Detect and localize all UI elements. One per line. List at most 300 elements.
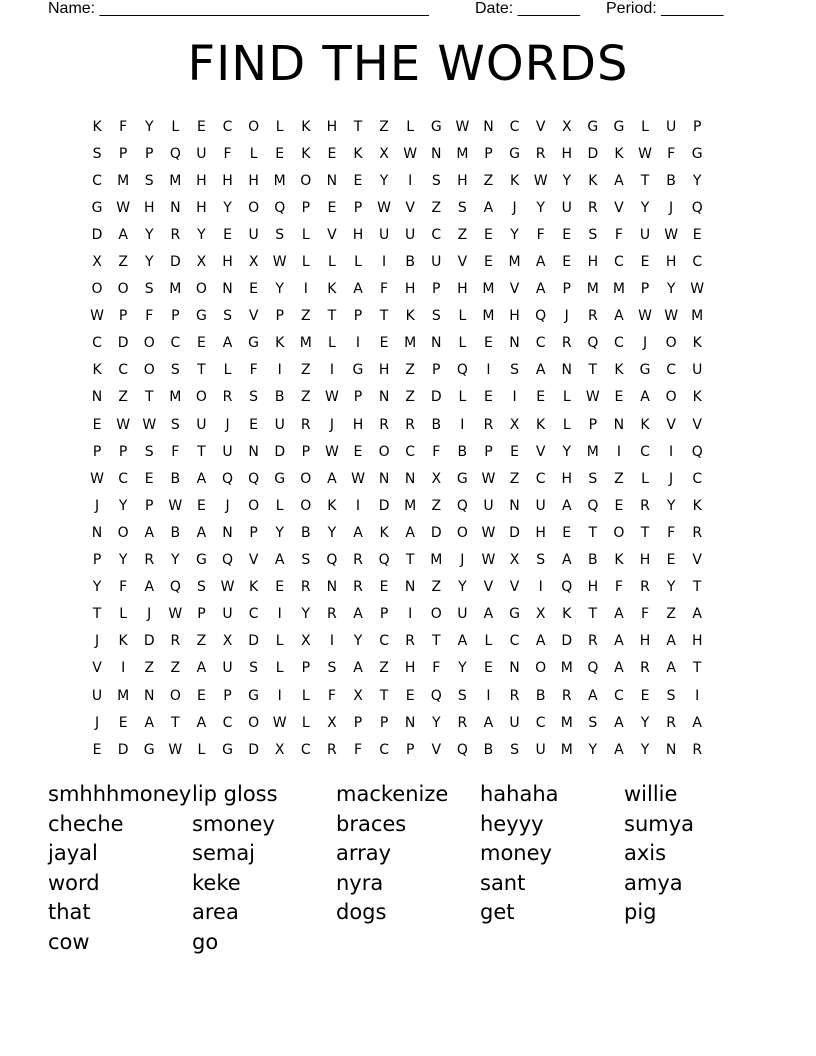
grid-letter[interactable]: X — [92, 254, 102, 271]
grid-letter[interactable]: J — [564, 308, 569, 325]
grid-letter[interactable]: I — [355, 335, 361, 352]
grid-letter[interactable]: A — [614, 606, 624, 623]
grid-letter[interactable]: D — [430, 524, 442, 541]
grid-letter[interactable]: P — [353, 389, 363, 406]
grid-letter[interactable]: K — [536, 416, 546, 433]
grid-letter[interactable]: D — [169, 254, 181, 271]
grid-letter[interactable]: F — [667, 524, 676, 541]
grid-letter[interactable]: Z — [431, 199, 442, 216]
grid-letter[interactable]: F — [145, 308, 154, 325]
grid-letter[interactable]: S — [144, 281, 154, 298]
grid-letter[interactable]: Y — [640, 199, 650, 216]
grid-letter[interactable]: Q — [587, 660, 599, 677]
grid-letter[interactable]: N — [665, 741, 677, 758]
grid-letter[interactable]: Z — [431, 497, 442, 514]
grid-letter[interactable]: C — [535, 714, 546, 731]
grid-letter[interactable]: G — [509, 606, 520, 623]
grid-letter[interactable]: L — [641, 118, 649, 135]
grid-letter[interactable]: D — [509, 524, 520, 541]
grid-letter[interactable]: T — [92, 606, 102, 623]
grid-letter[interactable]: O — [665, 335, 677, 352]
grid-letter[interactable]: A — [535, 362, 546, 379]
grid-letter[interactable]: W — [664, 226, 679, 243]
grid-letter[interactable]: N — [326, 172, 338, 189]
grid-letter[interactable]: F — [614, 226, 623, 243]
grid-letter[interactable]: K — [692, 389, 702, 406]
grid-letter[interactable]: G — [352, 362, 364, 379]
grid-letter[interactable]: V — [327, 226, 337, 243]
grid-letter[interactable]: U — [222, 606, 233, 623]
grid-letter[interactable]: A — [353, 524, 363, 541]
grid-letter[interactable]: H — [639, 633, 651, 650]
grid-letter[interactable]: L — [275, 633, 284, 650]
grid-letter[interactable]: Q — [691, 199, 703, 216]
grid-letter[interactable]: N — [248, 443, 259, 460]
grid-letter[interactable]: S — [327, 660, 337, 677]
grid-letter[interactable]: W — [690, 281, 705, 298]
grid-letter[interactable]: H — [196, 172, 207, 189]
grid-letter[interactable]: A — [614, 660, 624, 677]
grid-letter[interactable]: A — [640, 389, 650, 406]
grid-letter[interactable]: C — [170, 335, 181, 352]
grid-letter[interactable]: H — [222, 254, 233, 271]
grid-letter[interactable]: O — [378, 443, 390, 460]
grid-letter[interactable]: A — [614, 633, 624, 650]
grid-letter[interactable]: Z — [379, 660, 389, 677]
grid-letter[interactable]: Y — [327, 524, 337, 541]
grid-letter[interactable]: N — [404, 579, 416, 596]
grid-letter[interactable]: W — [481, 552, 496, 569]
grid-letter[interactable]: F — [536, 226, 545, 243]
grid-letter[interactable]: K — [275, 335, 285, 352]
grid-letter[interactable]: A — [274, 552, 285, 569]
grid-letter[interactable]: K — [92, 362, 102, 379]
grid-letter[interactable]: X — [535, 606, 546, 623]
grid-letter[interactable]: R — [666, 714, 676, 731]
grid-letter[interactable]: R — [692, 524, 703, 541]
grid-letter[interactable]: E — [562, 254, 572, 271]
grid-letter[interactable]: E — [249, 281, 259, 298]
grid-letter[interactable]: Q — [222, 552, 234, 569]
grid-letter[interactable]: S — [588, 226, 598, 243]
grid-letter[interactable]: C — [379, 633, 389, 650]
grid-letter[interactable]: U — [535, 741, 546, 758]
grid-letter[interactable]: N — [404, 714, 416, 731]
grid-letter[interactable]: J — [642, 335, 648, 352]
grid-letter[interactable]: B — [431, 416, 442, 433]
grid-letter[interactable]: P — [432, 362, 441, 379]
grid-letter[interactable]: O — [300, 172, 312, 189]
grid-letter[interactable]: P — [379, 606, 389, 623]
grid-letter[interactable]: V — [248, 552, 259, 569]
grid-letter[interactable]: W — [168, 741, 183, 758]
grid-letter[interactable]: T — [588, 606, 598, 623]
grid-letter[interactable]: D — [117, 335, 129, 352]
grid-letter[interactable]: L — [327, 254, 336, 271]
grid-letter[interactable]: W — [533, 172, 548, 189]
grid-letter[interactable]: A — [196, 470, 207, 487]
grid-letter[interactable]: T — [171, 714, 180, 731]
grid-letter[interactable]: B — [483, 741, 494, 758]
grid-letter[interactable]: Y — [144, 226, 154, 243]
grid-letter[interactable]: V — [92, 660, 102, 677]
grid-letter[interactable]: A — [327, 470, 337, 487]
grid-letter[interactable]: H — [326, 118, 338, 135]
grid-letter[interactable]: U — [692, 362, 703, 379]
grid-letter[interactable]: T — [640, 172, 650, 189]
grid-letter[interactable]: A — [457, 633, 468, 650]
grid-letter[interactable]: A — [561, 497, 572, 514]
grid-letter[interactable]: T — [379, 687, 389, 704]
grid-letter[interactable]: R — [327, 606, 337, 623]
grid-letter[interactable]: E — [196, 497, 206, 514]
grid-letter[interactable]: K — [327, 497, 337, 514]
grid-letter[interactable]: G — [91, 199, 103, 216]
grid-letter[interactable]: N — [561, 362, 572, 379]
grid-letter[interactable]: E — [405, 687, 415, 704]
grid-letter[interactable]: E — [118, 714, 128, 731]
grid-letter[interactable]: V — [483, 579, 494, 596]
grid-letter[interactable]: C — [535, 470, 546, 487]
grid-letter[interactable]: L — [406, 118, 415, 135]
grid-letter[interactable]: J — [329, 416, 334, 433]
grid-letter[interactable]: C — [692, 254, 703, 271]
grid-letter[interactable]: A — [666, 660, 676, 677]
grid-letter[interactable]: W — [220, 579, 235, 596]
grid-letter[interactable]: Y — [275, 281, 284, 298]
grid-letter[interactable]: K — [92, 118, 102, 135]
grid-letter[interactable]: I — [277, 362, 282, 379]
grid-letter[interactable]: U — [561, 199, 572, 216]
grid-letter[interactable]: A — [535, 281, 546, 298]
grid-letter[interactable]: X — [327, 714, 337, 731]
grid-letter[interactable]: Y — [118, 552, 128, 569]
grid-letter[interactable]: U — [248, 226, 259, 243]
grid-letter[interactable]: H — [378, 362, 390, 379]
grid-letter[interactable]: D — [561, 633, 573, 650]
grid-letter[interactable]: P — [692, 118, 702, 135]
grid-letter[interactable]: L — [301, 714, 310, 731]
grid-letter[interactable]: A — [196, 660, 207, 677]
grid-letter[interactable]: O — [117, 281, 129, 298]
grid-letter[interactable]: W — [377, 199, 391, 216]
grid-letter[interactable]: H — [248, 172, 259, 189]
grid-letter[interactable]: T — [692, 660, 702, 677]
grid-letter[interactable]: T — [692, 579, 702, 596]
grid-letter[interactable]: T — [327, 308, 337, 325]
grid-letter[interactable]: L — [327, 335, 336, 352]
grid-letter[interactable]: Q — [561, 579, 573, 596]
grid-letter[interactable]: N — [143, 687, 155, 704]
grid-letter[interactable]: S — [510, 362, 519, 379]
grid-letter[interactable]: H — [561, 470, 572, 487]
grid-letter[interactable]: U — [535, 497, 546, 514]
grid-letter[interactable]: P — [484, 145, 493, 162]
grid-letter[interactable]: X — [353, 687, 363, 704]
grid-letter[interactable]: C — [640, 443, 650, 460]
grid-letter[interactable]: J — [460, 552, 465, 569]
grid-letter[interactable]: C — [535, 335, 546, 352]
grid-letter[interactable]: P — [92, 552, 102, 569]
grid-letter[interactable]: W — [324, 389, 339, 406]
grid-letter[interactable]: E — [379, 335, 389, 352]
grid-letter[interactable]: R — [379, 416, 389, 433]
grid-letter[interactable]: L — [562, 416, 571, 433]
grid-letter[interactable]: I — [277, 606, 282, 623]
grid-letter[interactable]: U — [665, 118, 677, 135]
grid-letter[interactable]: G — [143, 741, 155, 758]
grid-letter[interactable]: R — [405, 633, 416, 650]
grid-letter[interactable]: H — [457, 172, 468, 189]
grid-letter[interactable]: Z — [301, 389, 311, 406]
grid-letter[interactable]: Q — [430, 687, 442, 704]
grid-letter[interactable]: E — [353, 172, 363, 189]
grid-letter[interactable]: Z — [379, 118, 389, 135]
grid-letter[interactable]: B — [588, 552, 598, 569]
grid-letter[interactable]: E — [562, 226, 572, 243]
grid-letter[interactable]: V — [457, 254, 468, 271]
grid-letter[interactable]: C — [118, 362, 129, 379]
grid-letter[interactable]: S — [588, 470, 598, 487]
grid-letter[interactable]: D — [248, 633, 259, 650]
grid-letter[interactable]: J — [94, 633, 100, 650]
grid-letter[interactable]: W — [272, 714, 287, 731]
grid-letter[interactable]: T — [353, 118, 363, 135]
grid-letter[interactable]: B — [405, 254, 415, 271]
grid-letter[interactable]: O — [248, 714, 260, 731]
grid-letter[interactable]: Y — [510, 226, 519, 243]
grid-letter[interactable]: J — [512, 199, 517, 216]
grid-letter[interactable]: F — [249, 362, 258, 379]
grid-letter[interactable]: R — [405, 416, 416, 433]
grid-letter[interactable]: P — [145, 145, 154, 162]
grid-letter[interactable]: C — [692, 470, 703, 487]
grid-letter[interactable]: A — [353, 606, 363, 623]
grid-letter[interactable]: S — [457, 687, 467, 704]
grid-letter[interactable]: A — [196, 714, 207, 731]
grid-letter[interactable]: H — [535, 524, 546, 541]
grid-letter[interactable]: N — [222, 281, 233, 298]
grid-letter[interactable]: M — [612, 281, 625, 298]
grid-letter[interactable]: N — [483, 118, 494, 135]
grid-letter[interactable]: G — [509, 145, 520, 162]
grid-letter[interactable]: X — [561, 118, 572, 135]
grid-letter[interactable]: Q — [248, 470, 260, 487]
grid-letter[interactable]: P — [275, 308, 284, 325]
grid-letter[interactable]: K — [301, 145, 311, 162]
grid-letter[interactable]: C — [222, 118, 233, 135]
grid-letter[interactable]: S — [170, 362, 180, 379]
grid-letter[interactable]: I — [355, 497, 361, 514]
grid-letter[interactable]: T — [144, 389, 154, 406]
grid-letter[interactable]: H — [587, 579, 599, 596]
grid-letter[interactable]: L — [354, 254, 362, 271]
grid-letter[interactable]: G — [587, 118, 599, 135]
grid-letter[interactable]: W — [116, 416, 131, 433]
grid-letter[interactable]: U — [222, 443, 233, 460]
grid-letter[interactable]: F — [380, 281, 389, 298]
grid-letter[interactable]: I — [408, 606, 413, 623]
grid-letter[interactable]: S — [223, 308, 232, 325]
grid-letter[interactable]: X — [509, 552, 520, 569]
grid-letter[interactable]: N — [509, 335, 520, 352]
grid-letter[interactable]: I — [616, 443, 621, 460]
grid-letter[interactable]: S — [196, 579, 206, 596]
grid-letter[interactable]: R — [457, 714, 468, 731]
grid-letter[interactable]: E — [614, 389, 624, 406]
grid-letter[interactable]: V — [509, 281, 520, 298]
grid-letter[interactable]: W — [638, 308, 652, 325]
grid-letter[interactable]: G — [691, 145, 703, 162]
grid-letter[interactable]: Y — [588, 741, 598, 758]
grid-letter[interactable]: L — [301, 687, 310, 704]
grid-letter[interactable]: Y — [92, 579, 102, 596]
grid-letter[interactable]: Q — [169, 579, 181, 596]
grid-letter[interactable]: J — [669, 199, 674, 216]
grid-letter[interactable]: X — [196, 254, 207, 271]
grid-letter[interactable]: Z — [509, 470, 520, 487]
grid-letter[interactable]: K — [588, 172, 598, 189]
grid-letter[interactable]: E — [275, 579, 285, 596]
grid-letter[interactable]: L — [171, 118, 180, 135]
grid-letter[interactable]: O — [195, 281, 207, 298]
grid-letter[interactable]: E — [510, 443, 519, 460]
grid-letter[interactable]: U — [639, 226, 651, 243]
grid-letter[interactable]: L — [484, 633, 493, 650]
grid-letter[interactable]: S — [249, 660, 259, 677]
grid-letter[interactable]: H — [143, 199, 155, 216]
grid-letter[interactable]: J — [225, 497, 230, 514]
grid-letter[interactable]: P — [588, 416, 598, 433]
grid-letter[interactable]: K — [118, 633, 128, 650]
grid-letter[interactable]: A — [483, 714, 494, 731]
grid-letter[interactable]: R — [561, 687, 572, 704]
grid-letter[interactable]: U — [483, 497, 494, 514]
grid-letter[interactable]: Y — [301, 606, 311, 623]
grid-letter[interactable]: A — [144, 579, 155, 596]
grid-letter[interactable]: Z — [666, 606, 676, 623]
grid-letter[interactable]: M — [560, 714, 573, 731]
grid-letter[interactable]: J — [225, 416, 230, 433]
grid-letter[interactable]: Q — [456, 497, 468, 514]
grid-letter[interactable]: E — [327, 145, 337, 162]
grid-letter[interactable]: M — [169, 281, 182, 298]
grid-letter[interactable]: Z — [483, 172, 494, 189]
grid-letter[interactable]: T — [197, 443, 206, 460]
grid-letter[interactable]: R — [300, 579, 311, 596]
grid-letter[interactable]: Q — [456, 362, 468, 379]
grid-letter[interactable]: N — [378, 389, 390, 406]
grid-letter[interactable]: F — [327, 687, 336, 704]
grid-letter[interactable]: C — [248, 606, 259, 623]
grid-letter[interactable]: P — [118, 308, 128, 325]
grid-letter[interactable]: S — [170, 416, 180, 433]
grid-letter[interactable]: Z — [301, 362, 311, 379]
grid-letter[interactable]: M — [404, 497, 417, 514]
grid-letter[interactable]: K — [379, 524, 389, 541]
grid-letter[interactable]: V — [614, 199, 624, 216]
grid-letter[interactable]: H — [509, 308, 520, 325]
grid-letter[interactable]: R — [561, 335, 572, 352]
grid-letter[interactable]: B — [457, 443, 468, 460]
grid-letter[interactable]: C — [614, 254, 624, 271]
grid-letter[interactable]: H — [691, 633, 703, 650]
grid-letter[interactable]: U — [378, 226, 390, 243]
date-field-label[interactable]: Date: _______ — [475, 0, 580, 17]
grid-letter[interactable]: F — [640, 606, 650, 623]
grid-letter[interactable]: V — [666, 416, 676, 433]
grid-letter[interactable]: U — [196, 145, 207, 162]
grid-letter[interactable]: P — [301, 660, 311, 677]
grid-letter[interactable]: R — [640, 497, 650, 514]
grid-letter[interactable]: G — [613, 118, 625, 135]
grid-letter[interactable]: M — [586, 281, 599, 298]
grid-letter[interactable]: P — [484, 443, 493, 460]
grid-letter[interactable]: E — [536, 389, 546, 406]
grid-letter[interactable]: P — [118, 145, 128, 162]
grid-letter[interactable]: G — [222, 741, 233, 758]
grid-letter[interactable]: A — [614, 741, 624, 758]
grid-letter[interactable]: D — [117, 741, 129, 758]
grid-letter[interactable]: H — [196, 199, 207, 216]
grid-letter[interactable]: R — [640, 579, 650, 596]
grid-letter[interactable]: X — [431, 470, 442, 487]
grid-letter[interactable]: F — [119, 118, 128, 135]
grid-letter[interactable]: E — [640, 254, 650, 271]
grid-letter[interactable]: Y — [666, 497, 676, 514]
word-search-grid[interactable] — [84, 113, 710, 763]
grid-letter[interactable]: I — [121, 660, 126, 677]
grid-letter[interactable]: M — [430, 552, 443, 569]
grid-letter[interactable]: S — [92, 145, 102, 162]
grid-letter[interactable]: P — [301, 443, 311, 460]
grid-letter[interactable]: Y — [640, 714, 650, 731]
grid-letter[interactable]: Y — [666, 579, 676, 596]
grid-letter[interactable]: F — [667, 145, 676, 162]
grid-letter[interactable]: Z — [614, 470, 624, 487]
grid-letter[interactable]: O — [248, 118, 260, 135]
grid-letter[interactable]: K — [405, 308, 415, 325]
grid-letter[interactable]: P — [118, 443, 128, 460]
grid-letter[interactable]: C — [614, 687, 624, 704]
grid-letter[interactable]: T — [379, 308, 389, 325]
grid-letter[interactable]: T — [197, 362, 206, 379]
grid-letter[interactable]: G — [195, 552, 207, 569]
grid-letter[interactable]: U — [509, 714, 520, 731]
grid-letter[interactable]: D — [143, 633, 155, 650]
grid-letter[interactable]: K — [562, 606, 572, 623]
grid-letter[interactable]: R — [587, 633, 598, 650]
grid-letter[interactable]: S — [144, 172, 154, 189]
grid-letter[interactable]: N — [170, 199, 181, 216]
grid-letter[interactable]: W — [664, 308, 679, 325]
grid-letter[interactable]: U — [457, 606, 468, 623]
grid-letter[interactable]: E — [353, 443, 363, 460]
grid-letter[interactable]: M — [169, 172, 182, 189]
grid-letter[interactable]: N — [326, 579, 338, 596]
grid-letter[interactable]: R — [640, 660, 650, 677]
grid-letter[interactable]: W — [168, 606, 183, 623]
grid-letter[interactable]: V — [509, 579, 520, 596]
grid-letter[interactable]: K — [353, 145, 363, 162]
grid-letter[interactable]: D — [587, 145, 599, 162]
grid-letter[interactable]: E — [484, 254, 493, 271]
grid-letter[interactable]: F — [353, 741, 363, 758]
grid-letter[interactable]: I — [408, 172, 413, 189]
grid-letter[interactable]: M — [169, 389, 182, 406]
grid-letter[interactable]: I — [538, 579, 543, 596]
grid-letter[interactable]: O — [300, 497, 312, 514]
